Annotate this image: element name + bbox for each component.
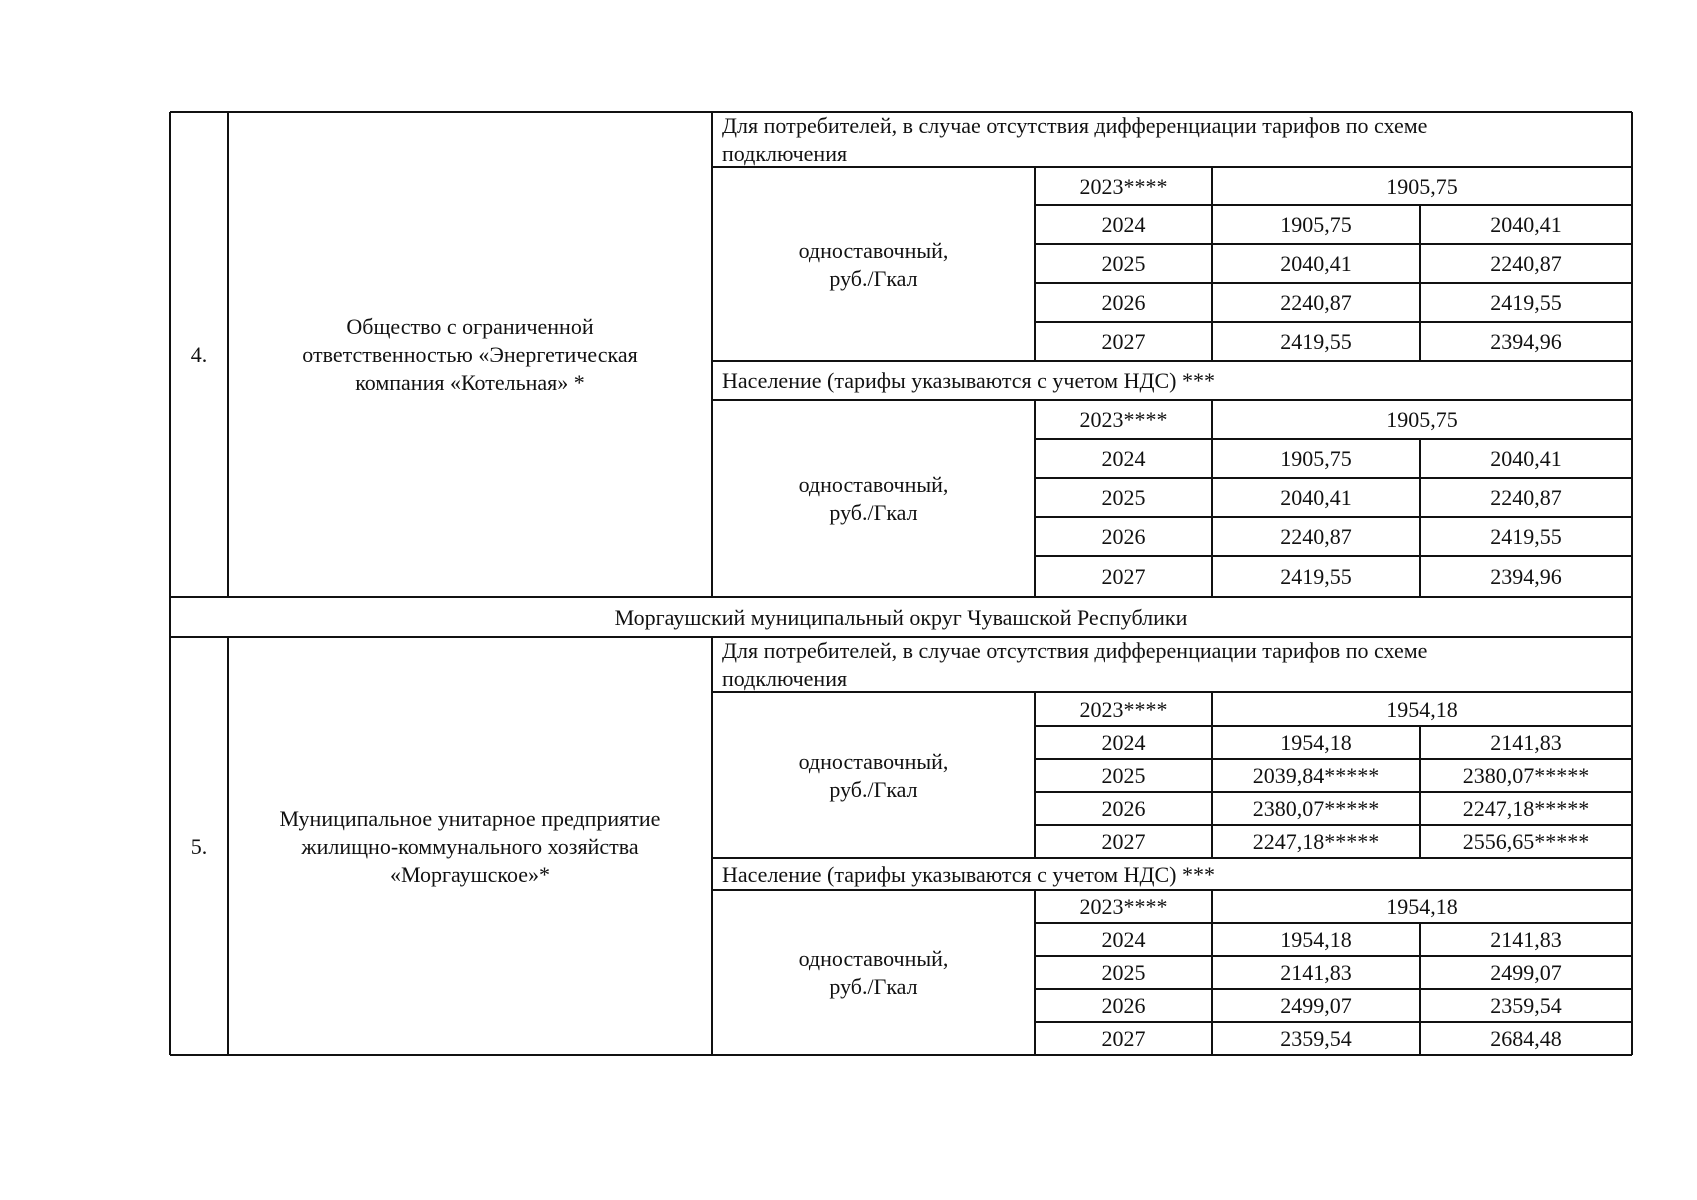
- tariff-value-first-half: 2499,07: [1280, 993, 1352, 1018]
- tariff-year: 2027: [1101, 829, 1146, 854]
- tariff-group-heading: Население (тарифы указываются с учетом НДС) ***: [722, 368, 1215, 393]
- tariff-type: руб./Гкал: [829, 776, 918, 802]
- organization-name: компания «Котельная» *: [355, 370, 585, 395]
- tariff-value-second-half: 2247,18*****: [1462, 796, 1590, 821]
- year-row-divider: [1035, 725, 1632, 727]
- tariff-year: 2027: [1101, 1026, 1146, 1051]
- tariff-type: руб./Гкал: [829, 974, 918, 999]
- tariff-value-first-half: 2141,83: [1280, 960, 1352, 985]
- tariff-value-second-half: 2040,41: [1490, 212, 1562, 237]
- tariff-value-first-half: 2359,54: [1280, 1026, 1352, 1051]
- tariff-type: одноставочный,: [798, 748, 949, 774]
- tariff-value-first-half: 1905,75: [1280, 212, 1352, 237]
- tariff-value-second-half: 2556,65*****: [1462, 829, 1590, 854]
- tariff-year: 2027: [1101, 564, 1146, 589]
- tariff-value-second-half: 2684,48: [1490, 1026, 1562, 1051]
- tariff-value: 1905,75: [1386, 173, 1458, 199]
- tariff-year: 2024: [1101, 212, 1146, 237]
- year-row-divider: [1035, 243, 1632, 245]
- region-band-top: [170, 596, 1632, 598]
- tariff-year: 2026: [1101, 524, 1146, 549]
- group-heading-bottom: [712, 399, 1632, 401]
- tariff-year: 2025: [1101, 251, 1146, 276]
- tariff-value-first-half: 2240,87: [1280, 290, 1352, 315]
- group-heading-bottom: [712, 889, 1632, 891]
- table-bottom-border: [170, 1054, 1632, 1056]
- year-row-divider: [1035, 922, 1632, 924]
- group-heading-top: [712, 857, 1632, 859]
- year-row-divider: [1035, 988, 1632, 990]
- tariff-value-second-half: 2419,55: [1490, 524, 1562, 549]
- year-row-divider: [1035, 758, 1632, 760]
- tariff-year: 2024: [1101, 927, 1146, 952]
- tariff-year: 2025: [1101, 485, 1146, 510]
- tariff-year: 2026: [1101, 290, 1146, 315]
- tariff-year: 2026: [1101, 796, 1146, 821]
- tariff-value: 1954,18: [1386, 894, 1458, 919]
- group-heading-top: [712, 360, 1632, 362]
- organization-name: Общество с ограниченной: [346, 314, 594, 339]
- tariff-type: одноставочный,: [798, 237, 949, 263]
- tariff-value-second-half: 2499,07: [1490, 960, 1562, 985]
- organization-name: ответственностью «Энергетическая: [302, 342, 638, 367]
- year-row-divider: [1035, 824, 1632, 826]
- tariff-year: 2023****: [1079, 173, 1168, 199]
- tariff-group-heading: Для потребителей, в случае отсутствия дифференциации тарифов по схеме: [722, 113, 1428, 138]
- tariff-year: 2026: [1101, 993, 1146, 1018]
- year-row-divider: [1035, 438, 1632, 440]
- tariff-year: 2023****: [1079, 407, 1168, 432]
- tariff-value-second-half: 2040,41: [1490, 446, 1562, 471]
- tariff-year: 2024: [1101, 730, 1146, 755]
- tariff-year: 2025: [1101, 960, 1146, 985]
- tariff-value-first-half: 1954,18: [1280, 927, 1352, 952]
- tariff-group-heading: Для потребителей, в случае отсутствия дифференциации тарифов по схеме: [722, 638, 1428, 663]
- tariff-value-second-half: 2240,87: [1490, 251, 1562, 276]
- tariff-year: 2027: [1101, 329, 1146, 354]
- table-left-border: [169, 112, 171, 1055]
- tariff-value-first-half: 2380,07*****: [1252, 796, 1380, 821]
- region-heading: Моргаушский муниципальный округ Чувашской Республики: [614, 604, 1188, 630]
- organization-name: «Моргаушское»*: [390, 861, 550, 887]
- tariff-value-second-half: 2419,55: [1490, 290, 1562, 315]
- tariff-value-second-half: 2394,96: [1490, 564, 1562, 589]
- year-row-divider: [1035, 1021, 1632, 1023]
- tariff-year: 2025: [1101, 763, 1146, 788]
- tariff-value-first-half: 2419,55: [1280, 329, 1352, 354]
- tariff-value-first-half: 1905,75: [1280, 446, 1352, 471]
- tariff-year: 2024: [1101, 446, 1146, 471]
- tariff-value: 1954,18: [1386, 696, 1458, 722]
- tariff-value-first-half: 2240,87: [1280, 524, 1352, 549]
- tariff-value-second-half: 2141,83: [1490, 927, 1562, 952]
- year-row-divider: [1035, 516, 1632, 518]
- year-row-divider: [1035, 204, 1632, 206]
- year-row-divider: [1035, 477, 1632, 479]
- tariff-value-second-half: 2394,96: [1490, 329, 1562, 354]
- row-number: 5.: [190, 833, 208, 859]
- tariff-group-heading: Население (тарифы указываются с учетом НДС) ***: [722, 861, 1215, 887]
- year-row-divider: [1035, 321, 1632, 323]
- year-row-divider: [1035, 282, 1632, 284]
- tariff-year: 2023****: [1079, 894, 1168, 919]
- tariff-value-second-half: 2240,87: [1490, 485, 1562, 510]
- tariff-type: одноставочный,: [798, 946, 949, 971]
- tariff-value-first-half: 2419,55: [1280, 564, 1352, 589]
- tariff-group-heading: подключения: [722, 666, 848, 691]
- tariff-value-second-half: 2380,07*****: [1462, 763, 1590, 788]
- organization-name: Муниципальное унитарное предприятие: [279, 805, 661, 831]
- year-row-divider: [1035, 791, 1632, 793]
- tariff-group-heading: подключения: [722, 141, 848, 166]
- year-row-divider: [1035, 555, 1632, 557]
- tariff-type: руб./Гкал: [829, 500, 918, 525]
- organization-name: жилищно-коммунального хозяйства: [301, 833, 639, 859]
- tariff-value-first-half: 2247,18*****: [1252, 829, 1380, 854]
- tariff-value-second-half: 2141,83: [1490, 730, 1562, 755]
- row-number: 4.: [190, 342, 208, 367]
- tariff-year: 2023****: [1079, 696, 1168, 722]
- tariff-value-first-half: 2039,84*****: [1252, 763, 1380, 788]
- tariff-value: 1905,75: [1386, 407, 1458, 432]
- tariff-value-second-half: 2359,54: [1490, 993, 1562, 1018]
- tariff-value-first-half: 2040,41: [1280, 251, 1352, 276]
- year-row-divider: [1035, 955, 1632, 957]
- tariff-type: одноставочный,: [798, 472, 949, 497]
- tariff-value-first-half: 2040,41: [1280, 485, 1352, 510]
- tariff-type: руб./Гкал: [829, 265, 918, 291]
- tariff-value-first-half: 1954,18: [1280, 730, 1352, 755]
